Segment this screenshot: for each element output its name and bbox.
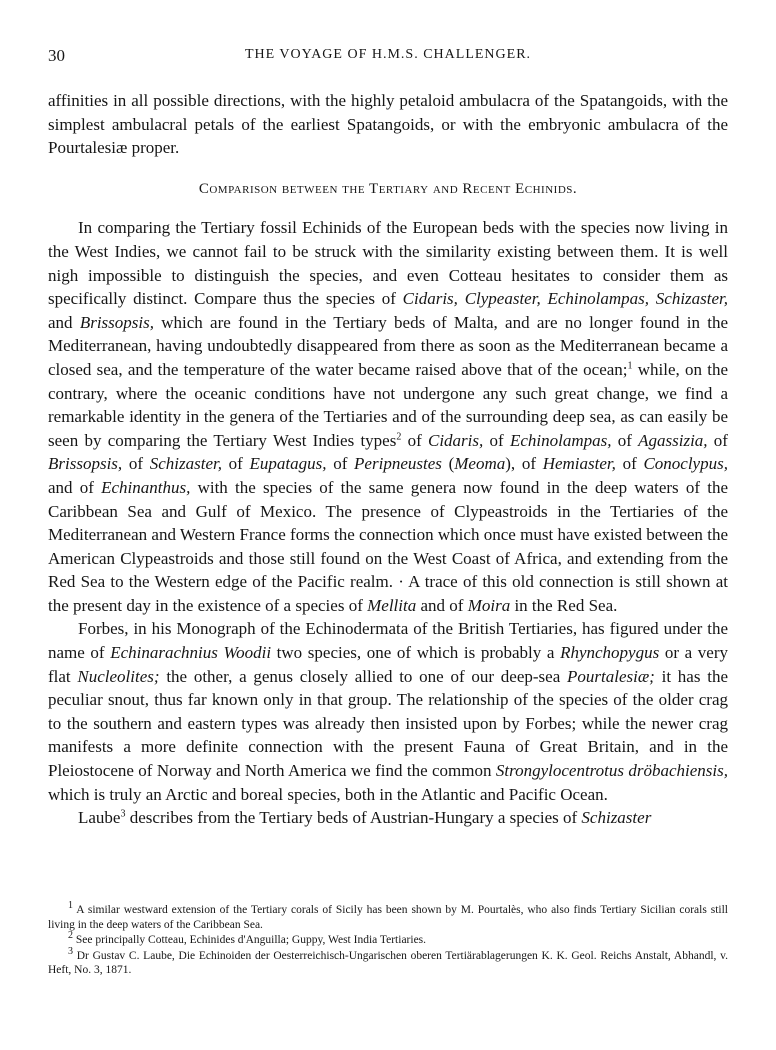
footnote: $^1$ A similar westward extension of the Tertiary corals of Sicily has been shown by M. Pourtalès, who also finds Tertiary Sicilian corals still living in the deep waters of the Caribbean Sea. [48,900,728,931]
genus-name: Conoclypus, [643,454,728,474]
page-header [48,46,728,66]
paragraph-continuation: affinities in all possible directions, with the highly petaloid ambulacra of the Spatangoids, with the simplest ambulacral petals of the earliest Spatangoids, or with the embryonic ambulacra of the Pourtalesiæ proper. [48,91,728,158]
paragraph-laube: Laube$^3$ describes from the Tertiary beds of Austrian-Hungary a species of Schizaster [78,808,652,828]
genus-name: Schizaster [581,808,652,828]
genus-name: Nucleolites; [77,666,160,686]
genus-name: Cidaris, [402,289,458,309]
footnotes [48,900,728,979]
genus-name: Schizaster, [149,454,222,474]
paragraph-forbes: Forbes, in his Monograph of the Echinodermata of the British Tertiaries, has figured under the name of Echinarachnius Woodii two species, one of which is probably a Rhynchopygus or a very flat Nucleolites; the other, a genus closely allied to one of our deep-sea Pourtalesiæ; it has the peculiar snout, thus far known only in that group. The relationship of the species of the older crag to the southern and eastern types was already then insisted upon by Forbes; while the newer crag manifests a more definite connection with the present Fauna of Great Britain, and in the Pleiostocene of Norway and North America we find the common Strongylocentrotus dröbachiensis, which is truly an Arctic and boreal species, both in the Atlantic and Pacific Ocean. [48,619,728,804]
genus-name: Clypeaster, [464,289,541,309]
genus-name: Agassizia, [638,430,708,450]
footnote: $^3$ Dr Gustav C. Laube, Die Echinoiden der Oesterreichisch-Ungarischen oberen Tertiärablagerungen K. K. Geol. Reichs Anstalt, Abhandl, v. Heft, No. 3, 1871. [48,945,728,977]
running-title: THE VOYAGE OF H.M.S. CHALLENGER. [244,47,532,62]
genus-name: Cidaris, [428,430,484,450]
genus-name: Echinolampas, [509,430,612,450]
footnote: $^2$ See principally Cotteau, Echinides d'Anguilla; Guppy, West India Tertiaries. [68,930,427,947]
species-name: Echinarachnius Woodii [110,643,272,663]
genus-name: Eupatagus, [249,454,327,474]
genus-name: Meoma [454,454,506,474]
footnote-ref: 3 [120,808,126,820]
footnote-ref: 2 [396,431,402,443]
genus-name: Pourtalesiæ; [567,666,655,686]
genus-name: Echinolampas, [547,289,650,309]
genus-name: Schizaster, [655,289,729,309]
genus-name: Rhynchopygus [560,643,660,663]
species-name: Strongylocentrotus dröbachiensis, [495,761,728,781]
genus-name: Moira [467,595,511,615]
genus-name: Hemiaster, [542,454,616,474]
genus-name: Mellita [367,595,417,615]
footnote-ref: 1 [627,360,633,372]
genus-name: Brissopsis, [79,312,154,332]
genus-name: Brissopsis, [48,454,123,474]
body-text [48,89,728,830]
genus-name: Peripneustes [354,454,442,474]
paragraph-comparison: In comparing the Tertiary fossil Echinids of the European beds with the species now living in the West Indies, we cannot fail to be struck with the similarity existing between them. It is well nigh impossible to distinguish the species, and even Cotteau hesitates to consider them as specifically distinct. Compare thus the species of Cidaris, Clypeaster, Echinolampas, Schizaster, and Brissopsis, which are found in the Tertiary beds of Malta, and are no longer found in the Mediterranean, having undoubtedly disappeared from there as soon as the Mediterranean became a closed sea, and the temperature of the water became raised above that of the ocean;$^1$ while, on the contrary, where the oceanic conditions have not undergone any such great change, we find a remarkable identity in the genera of the Tertiaries and of the surrounding deep sea, as can easily be seen by comparing the Tertiary West Indies types$^2$ of Cidaris, of Echinolampas, of Agassizia, of Brissopsis, of Schizaster, of Eupatagus, of Peripneustes (Meoma), of Hemiaster, of Conoclypus, and of Echinanthus, with the species of the same genera now found in the deep waters of the Caribbean Sea and Gulf of Mexico. The presence of Clypeastroids in the Tertiaries of the Mediterranean and Western France forms the connection which once must have existed between the American Clypeastroids and those still found on the West Coast of Africa, and extending from the Red Sea to the Western edge of the Pacific realm. · A trace of this old connection is still shown at the present day in the existence of a species of Mellita and of Moira in the Red Sea. [48,218,729,615]
section-title: Comparison between the Tertiary and Recent Echinids. [198,180,578,197]
genus-name: Echinanthus, [101,477,191,497]
page-number: 30 [48,46,65,65]
